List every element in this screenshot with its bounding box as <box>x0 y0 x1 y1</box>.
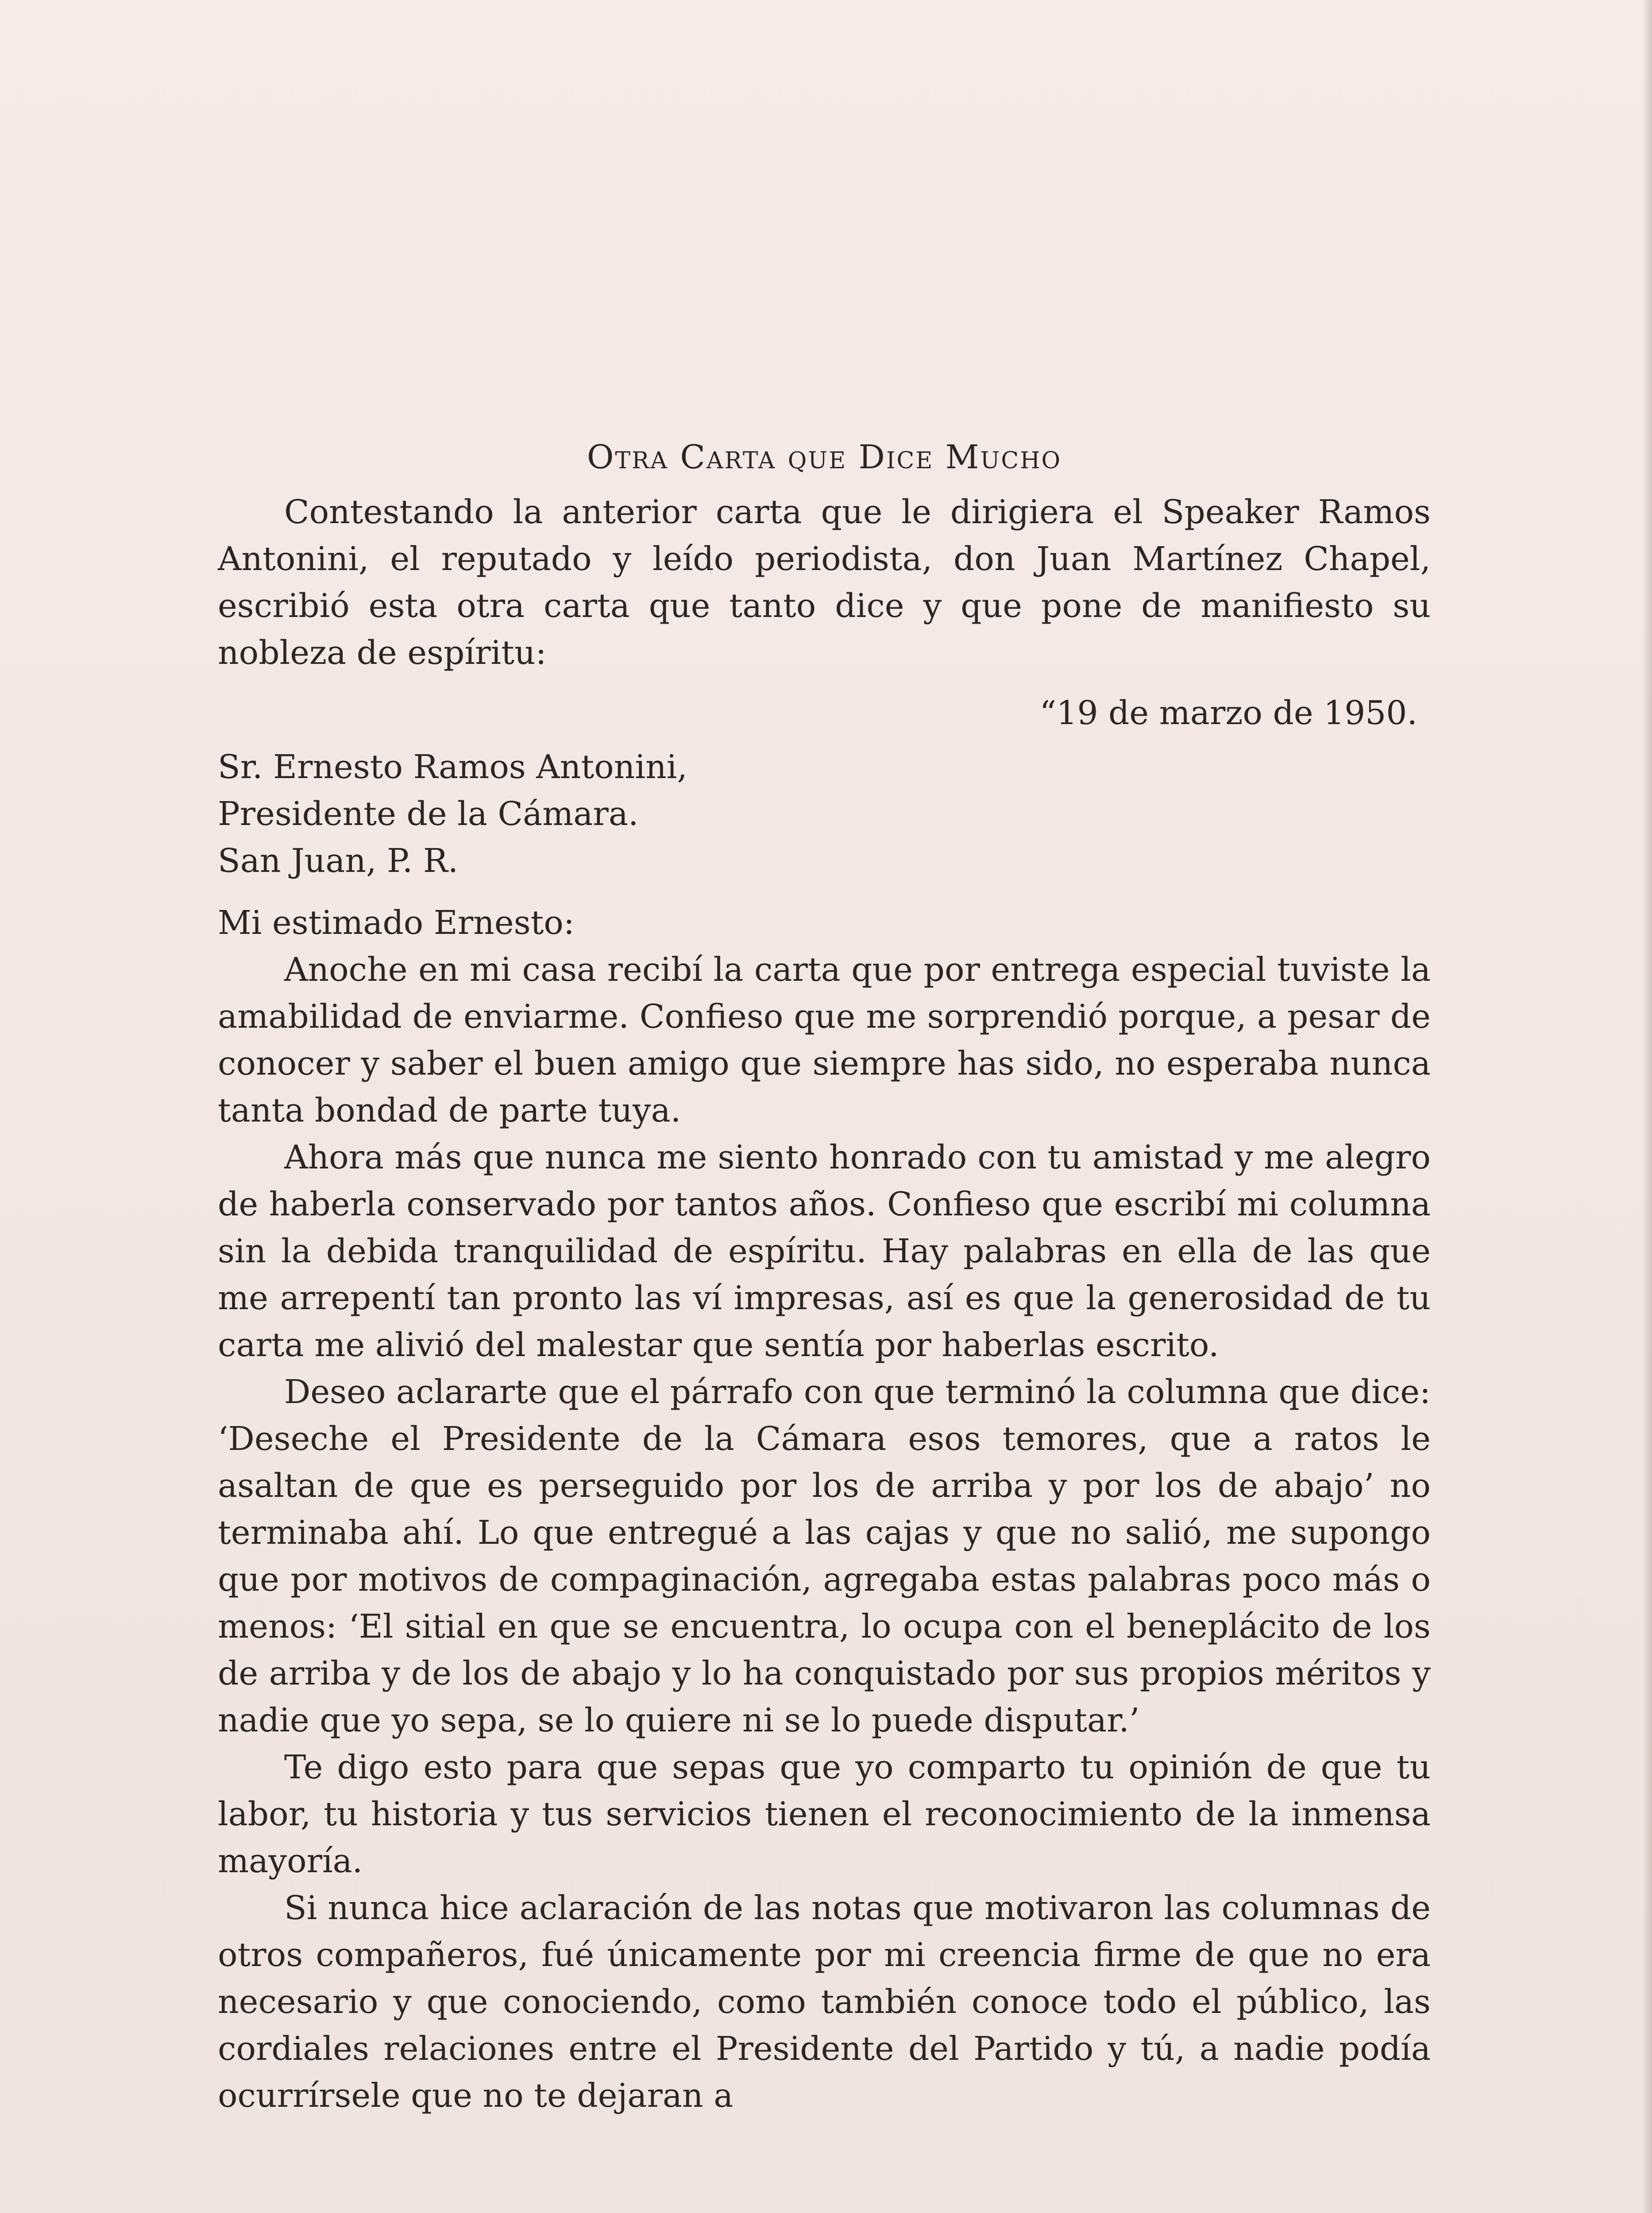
recipient-line: Sr. Ernesto Ramos Antonini, <box>218 748 687 786</box>
page-text-block <box>218 434 1431 2119</box>
intro-paragraph: Contestando la anterior carta que le dirigiera el Speaker Ramos Antonini, el reputado y leído periodista, don Juan Martínez Chapel, escribió esta otra carta que tanto dice y que pone de manifiesto su nobleza de espíritu: <box>218 493 1431 672</box>
letter-paragraph: Te digo esto para que sepas que yo comparto tu opinión de que tu labor, tu historia y tus servicios tienen el reconocimiento de la inmensa mayoría. <box>218 1748 1431 1880</box>
page-title: Otra Carta que Dice Mucho <box>587 438 1062 476</box>
recipient-line: Presidente de la Cámara. <box>218 795 639 833</box>
letter-paragraph: Ahora más que nunca me siento honrado con tu amistad y me alegro de haberla conservado por tantos años. Confieso que escribí mi columna sin la debida tranquilidad de espíritu. Hay palabras en ella de las que me arrepentí tan pronto las ví impresas, así es que la generosidad de tu carta me alivió del malestar que sentía por haberlas escrito. <box>218 1138 1431 1364</box>
page-edge-shadow <box>1642 0 1652 2213</box>
letter-paragraph: Anoche en mi casa recibí la carta que por entrega especial tuviste la amabilidad de enviarme. Confieso que me sorprendió porque, a pesar de conocer y saber el buen amigo que siempre has sido, no esperaba nunca tanta bondad de parte tuya. <box>218 951 1431 1130</box>
letter-salutation: Mi estimado Ernesto: <box>218 904 575 942</box>
letter-date: “19 de marzo de 1950. <box>1039 694 1417 732</box>
recipient-line: San Juan, P. R. <box>218 842 459 880</box>
letter-paragraph: Si nunca hice aclaración de las notas que motivaron las columnas de otros compañeros, fué únicamente por mi creencia firme de que no era necesario y que conociendo, como también conoce todo el público, las cordiales relaciones entre el Presidente del Partido y tú, a nadie podía ocurrírsele que no te dejaran a <box>218 1889 1431 2115</box>
letter-paragraph: Deseo aclararte que el párrafo con que terminó la columna que dice: ‘Deseche el Presidente de la Cámara esos temores, que a ratos le asaltan de que es perseguido por los de arriba y por los de abajo’ no terminaba ahí. Lo que entregué a las cajas y que no salió, me supongo que por motivos de compaginación, agregaba estas palabras poco más o menos: ‘El sitial en que se encuentra, lo ocupa con el beneplácito de los de arriba y de los de abajo y lo ha conquistado por sus propios méritos y nadie que yo sepa, se lo quiere ni se lo puede disputar.’ <box>218 1373 1431 1739</box>
